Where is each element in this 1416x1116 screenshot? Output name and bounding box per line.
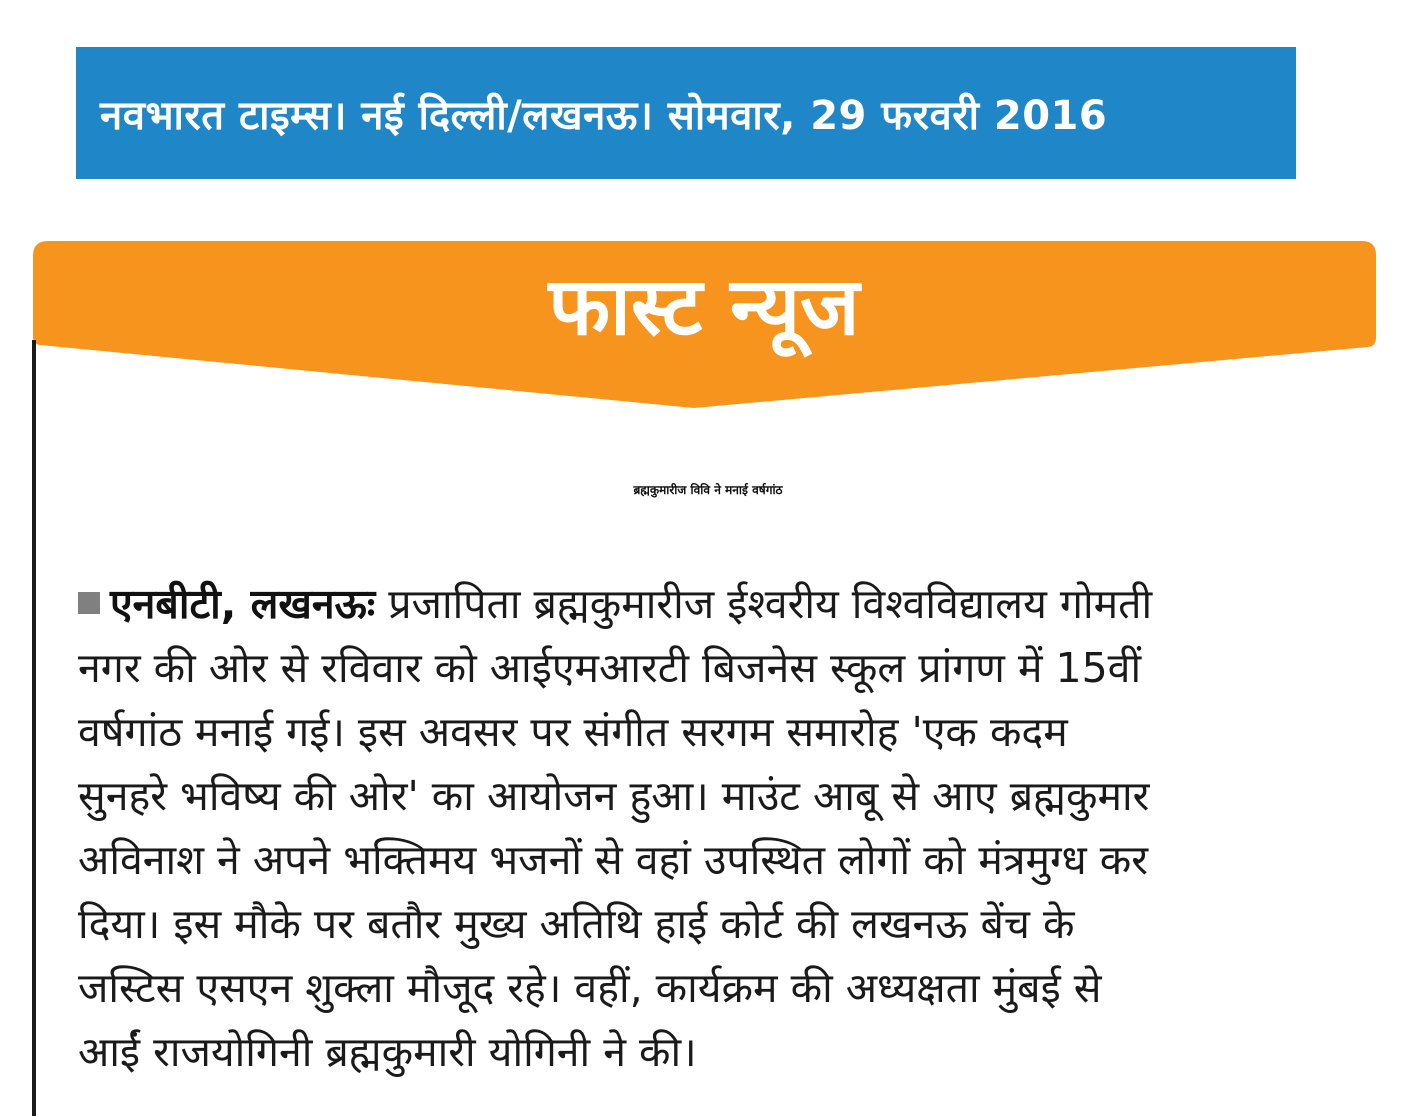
masthead-text: नवभारत टाइम्स। नई दिल्ली/लखनऊ। सोमवार, 29 फरवरी 2016 bbox=[100, 92, 1108, 139]
article-body bbox=[78, 572, 1368, 1084]
article-line-5: अविनाश ने अपने भक्तिमय भजनों से वहां उपस्थित लोगों को मंत्रमुग्ध कर bbox=[78, 836, 1149, 884]
article-line-text: प्रजापिता ब्रह्मकुमारीज ईश्वरीय विश्वविद्यालय गोमती bbox=[388, 580, 1153, 628]
article-dateline: एनबीटी, लखनऊः bbox=[110, 580, 376, 628]
article-line-8: आईं राजयोगिनी ब्रह्मकुमारी योगिनी ने की। bbox=[78, 1028, 697, 1076]
article-line-4: सुनहरे भविष्य की ओर' का आयोजन हुआ। माउंट आबू से आए ब्रह्मकुमार bbox=[78, 772, 1150, 820]
article-line-3: वर्षगांठ मनाई गई। इस अवसर पर संगीत सरगम समारोह 'एक कदम bbox=[78, 708, 1068, 756]
article-headline: ब्रह्मकुमारीज विवि ने मनाई वर्षगांठ bbox=[633, 483, 783, 497]
left-column-rule bbox=[32, 340, 36, 1116]
article-line-2: नगर की ओर से रविवार को आईएमआरटी बिजनेस स्कूल प्रांगण में 15वीं bbox=[78, 644, 1142, 692]
section-banner-title: फास्ट न्यूज bbox=[548, 259, 860, 353]
article-line-6: दिया। इस मौके पर बतौर मुख्य अतिथि हाई कोर्ट की लखनऊ बेंच के bbox=[78, 900, 1075, 948]
article-line-1 bbox=[78, 572, 1368, 636]
article-line-7: जस्टिस एसएन शुक्ला मौजूद रहे। वहीं, कार्यक्रम की अध्यक्षता मुंबई से bbox=[78, 964, 1102, 1012]
bullet-square-icon bbox=[78, 592, 100, 614]
